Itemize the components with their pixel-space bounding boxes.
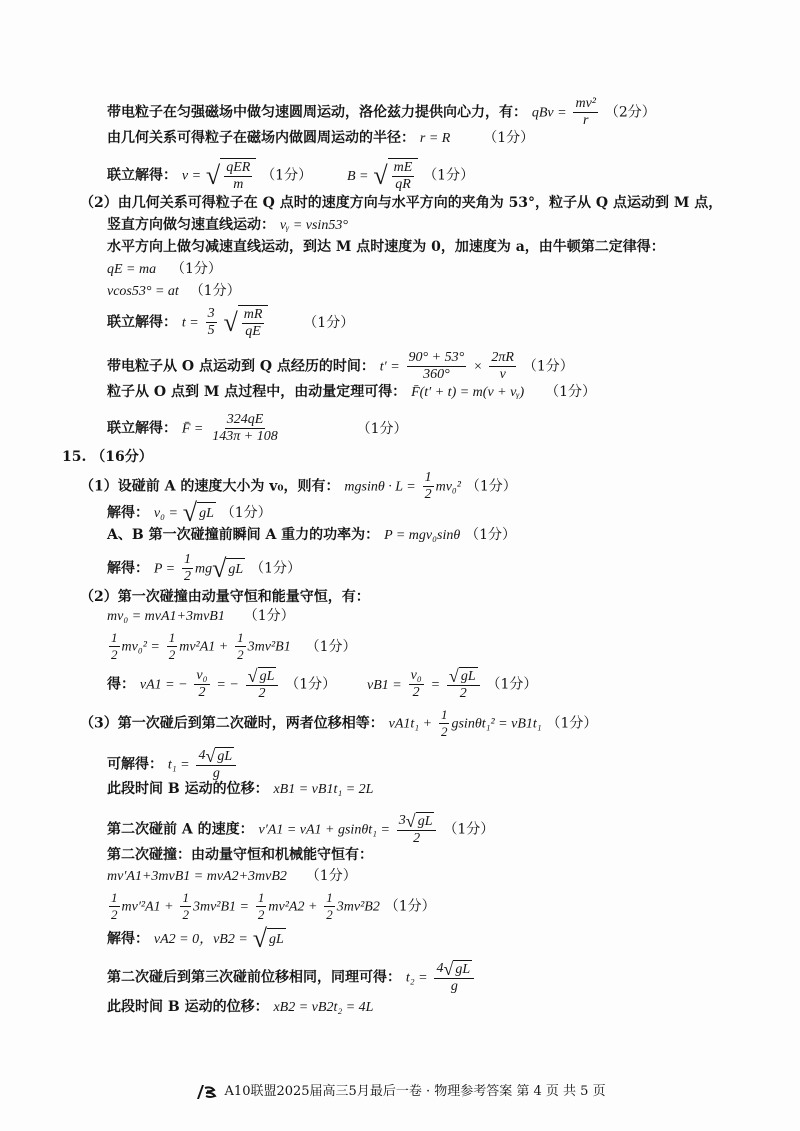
line-solve-t <box>107 305 354 340</box>
equation: vA1t₁ + <box>388 716 433 732</box>
denominator: 5 <box>207 323 215 338</box>
score: （1分） <box>545 384 597 400</box>
denominator: 2 <box>440 724 448 739</box>
text: 可解得： <box>107 756 163 773</box>
coefficient: 3 <box>398 813 406 829</box>
equation: F̄ = <box>181 421 204 437</box>
question-15-heading <box>62 447 153 467</box>
equation: xB2 = vB2t₂ = 4L <box>273 1000 374 1015</box>
numerator: mE <box>393 160 413 175</box>
text: 带电粒子在匀强磁场中做匀速圆周运动，洛伦兹力提供向心力，有： <box>107 104 527 121</box>
text: 由几何关系可得粒子在磁场内做圆周运动的半径： <box>107 130 415 146</box>
score: （1分） <box>465 478 517 495</box>
numerator: v₀ <box>410 668 422 683</box>
score: （1分） <box>189 283 241 299</box>
numerator: v₀ <box>196 668 208 683</box>
fraction <box>194 668 209 701</box>
fraction: 4 √ gL g <box>434 960 474 995</box>
coefficient: 4 <box>436 961 444 977</box>
text: A、B 第一次碰撞前瞬间 A 重力的功率为： <box>107 527 380 543</box>
text: 解得： <box>107 560 149 577</box>
radicand: gL <box>417 814 433 829</box>
denominator: 2 <box>111 647 118 662</box>
line-solve-t1 <box>107 747 238 782</box>
fraction <box>167 630 178 663</box>
part-label: （3） <box>80 715 118 732</box>
numerator: 1 <box>184 552 191 567</box>
line-velocity-a-before-2 <box>107 812 494 847</box>
equation: vA1 = − <box>139 677 188 693</box>
coefficient: 4 <box>198 748 206 764</box>
score: （1分） <box>486 676 538 693</box>
radicand: gL <box>455 962 471 977</box>
radicand: gL <box>259 669 275 684</box>
line-solve-va2-vb2 <box>107 926 286 952</box>
equation: mv²A2 + <box>268 899 318 915</box>
denominator: 2 <box>412 685 420 700</box>
page-footer <box>0 1080 800 1101</box>
text: 竖直方向做匀速直线运动： <box>107 217 275 233</box>
numerator: 324qE <box>226 412 264 427</box>
text: 解得： <box>107 931 149 947</box>
numerator: mv² <box>575 96 596 111</box>
line-solve-t2 <box>107 960 476 995</box>
text: 此段时间 B 运动的位移： <box>107 781 269 797</box>
numerator: 3 <box>207 306 215 321</box>
equation: mgsinθ · L = <box>344 479 416 495</box>
denominator: 2 <box>424 487 432 502</box>
fraction <box>409 668 424 701</box>
part-label: （2） <box>80 195 118 211</box>
denominator: r <box>583 113 589 128</box>
equation: r = R <box>419 131 451 146</box>
equation: mv′A1+3mvB1 = mvA2+3mvB2 <box>107 869 287 884</box>
score: （1分） <box>303 314 355 331</box>
line-displacement-b1 <box>107 779 373 800</box>
numerator: qER <box>226 160 251 175</box>
equation: gsinθt₁² = vB1t₁ <box>451 716 542 732</box>
line-energy-1 <box>107 630 357 663</box>
numerator: 1 <box>440 707 448 722</box>
fraction: √ gL 2 <box>246 667 279 702</box>
score: （1分） <box>243 608 295 624</box>
denominator: 360° <box>423 367 450 382</box>
text: 设碰前 A 的速度大小为 v₀，则有： <box>117 478 340 495</box>
equation: vB1 = <box>367 677 402 693</box>
line-horizontal-motion <box>107 237 665 257</box>
text: 联立解得： <box>107 167 177 184</box>
score: （1分） <box>305 638 357 655</box>
fraction <box>324 890 335 923</box>
text: 联立解得： <box>107 314 177 331</box>
equation: xB1 = vB1t₁ = 2L <box>273 782 374 797</box>
text: 第一次碰后到第二次碰时，两者位移相等： <box>117 715 384 732</box>
numerator: 90° + 53° <box>408 350 465 365</box>
sqrt: √ $\frac{mE}{qR}$ <box>373 158 418 193</box>
denominator: 2 <box>258 686 266 701</box>
numerator: 2πR <box>491 350 514 365</box>
denominator: v <box>499 367 506 382</box>
equation: qE = ma <box>107 262 157 277</box>
score: （1分） <box>261 167 313 184</box>
denominator: g <box>450 979 458 994</box>
radicand: gL <box>197 502 216 524</box>
equation: 3mv²B1 = <box>192 899 249 915</box>
denominator: 2 <box>168 647 176 662</box>
fraction <box>256 890 267 923</box>
equation: mv²A1 + <box>179 639 229 655</box>
line-displacement-b2 <box>107 997 373 1018</box>
equation: mv₀ = mvA1+3mvB1 <box>107 609 225 624</box>
fraction <box>423 470 434 503</box>
denominator: g <box>212 766 220 781</box>
score: （1分） <box>170 261 222 277</box>
fraction: 3 √ gL 2 <box>397 812 437 847</box>
text: 第二次碰后到第三次碰前位移相同，同理可得： <box>107 969 401 986</box>
fraction <box>407 350 467 383</box>
equation: vcos53° = at <box>107 284 179 299</box>
fraction <box>210 412 279 445</box>
line-radius <box>107 128 534 149</box>
line-newton <box>107 259 222 280</box>
equation: B = <box>346 168 369 184</box>
fraction <box>573 96 598 129</box>
radicand: gL <box>217 749 233 764</box>
line-solve-v-b <box>107 158 474 193</box>
score: （1分） <box>522 358 574 375</box>
sqrt: √ gL <box>182 498 214 527</box>
text: 由几何关系可得粒子在 Q 点时的速度方向与水平方向的夹角为 53°，粒子从 Q 点运动到 M 点， <box>117 195 723 211</box>
line-lorentz-force <box>107 96 656 129</box>
numerator: 1 <box>237 630 244 645</box>
line-part1-energy <box>80 470 517 503</box>
sqrt: √ gL <box>212 553 244 583</box>
equation: t′ = <box>379 359 400 375</box>
brand-logo-icon <box>194 1083 218 1101</box>
denominator: 2 <box>459 686 467 701</box>
denominator: 2 <box>184 569 191 584</box>
equation: qBv = <box>531 105 567 121</box>
radicand: gL <box>460 669 476 684</box>
text: 粒子从 O 点到 M 点过程中，由动量定理可得： <box>107 384 407 400</box>
line-energy-2 <box>107 890 436 923</box>
numerator: 1 <box>111 630 118 645</box>
equation: 3mv²B1 <box>247 639 291 655</box>
denominator: 2 <box>413 831 421 846</box>
line-solve-f <box>107 412 408 445</box>
denominator: qR <box>395 177 411 192</box>
equation: mv₀² = <box>121 639 160 655</box>
equation: t₂ = <box>405 970 428 986</box>
sqrt: √ $\frac{mR}{qE}$ <box>223 305 268 340</box>
part-label: （1） <box>80 478 118 495</box>
fraction <box>206 306 217 339</box>
equation: mv′²A1 + <box>121 899 174 915</box>
text: 第二次碰前 A 的速度： <box>107 821 254 838</box>
equation: P = mgv₀sinθ <box>384 528 461 543</box>
score: （1分） <box>305 868 357 884</box>
denominator: 2 <box>257 907 265 922</box>
line-part3-displacement <box>80 707 597 740</box>
sqrt: √ qER m <box>206 158 256 193</box>
equation: mg <box>195 561 213 577</box>
part-label: （2） <box>80 589 118 605</box>
line-kinematics <box>107 281 241 302</box>
text: 15. （16分） <box>62 449 153 465</box>
equation: t₁ = <box>167 757 190 773</box>
text: 得： <box>107 676 135 693</box>
line-velocities-1 <box>107 667 537 702</box>
score: （1分） <box>384 898 436 915</box>
equation: vᵧ = vsin53° <box>279 218 348 233</box>
line-momentum-1 <box>107 606 295 627</box>
text: 解得： <box>107 505 149 521</box>
score: （1分） <box>285 676 337 693</box>
denominator: 2 <box>111 907 118 922</box>
line-solve-p <box>107 552 301 585</box>
numerator: mR <box>243 307 263 322</box>
equation: v = <box>181 168 202 184</box>
denominator: 2 <box>182 907 189 922</box>
fraction <box>180 890 191 923</box>
equation: = <box>430 677 441 693</box>
text: 联立解得： <box>107 420 177 437</box>
line-power <box>107 525 516 546</box>
equation: v₀ = <box>153 506 178 521</box>
text: 第二次碰撞：由动量守恒和机械能守恒有： <box>107 847 373 863</box>
numerator: 1 <box>257 890 265 905</box>
times-sign: × <box>473 359 483 375</box>
score: （1分） <box>220 505 272 521</box>
denominator: 2 <box>198 685 206 700</box>
equation: F̄(t′ + t) = m(v + vᵧ) <box>411 385 525 400</box>
denominator: 143π + 108 <box>212 429 278 444</box>
equation: = − <box>216 677 239 693</box>
fraction <box>109 630 120 663</box>
text: 带电粒子从 O 点运动到 Q 点经历的时间： <box>107 358 375 375</box>
equation: 3mv²B2 <box>336 899 380 915</box>
numerator: 1 <box>424 470 432 485</box>
denominator: 2 <box>326 907 333 922</box>
denominator: m <box>233 177 244 192</box>
fraction <box>235 630 246 663</box>
equation: t = <box>181 315 199 331</box>
line-part2-conservation <box>80 587 370 607</box>
radicand: gL <box>226 558 245 580</box>
score: （1分） <box>250 560 301 577</box>
equation: v′A1 = vA1 + gsinθt₁ = <box>258 822 390 838</box>
line-second-collision <box>107 845 373 865</box>
text: 水平方向上做匀减速直线运动，到达 M 点时速度为 0，加速度为 a，由牛顿第二定律得： <box>107 239 665 255</box>
numerator: 1 <box>326 890 333 905</box>
radicand: gL <box>267 928 286 950</box>
score: （2分） <box>604 104 656 121</box>
fraction: 4 √ gL g <box>196 747 236 782</box>
equation: P = <box>153 561 176 577</box>
text: 此段时间 B 运动的位移： <box>107 999 269 1015</box>
text: 第一次碰撞由动量守恒和能量守恒，有： <box>117 589 370 605</box>
line-solve-v0 <box>107 500 272 526</box>
fraction: √ gL 2 <box>447 667 480 702</box>
score: （1分） <box>546 715 598 732</box>
line-momentum-theorem <box>107 382 596 403</box>
denominator: qE <box>245 324 261 339</box>
line-part2-intro <box>80 193 722 213</box>
score: （1分） <box>423 167 475 184</box>
equation: mv₀² <box>435 479 461 495</box>
score: （1分） <box>465 527 517 543</box>
denominator: 2 <box>237 647 244 662</box>
fraction <box>182 552 193 585</box>
line-time-oq <box>107 350 574 383</box>
fraction <box>489 350 516 383</box>
numerator: 1 <box>168 630 176 645</box>
sqrt: √ gL <box>252 924 284 953</box>
fraction <box>109 890 120 923</box>
score: （1分） <box>356 420 408 437</box>
footer-text: A10联盟2025届高三5月最后一卷 · 物理参考答案 第 4 页 共 5 页 <box>224 1084 606 1099</box>
line-vertical-motion <box>107 215 348 236</box>
numerator: 1 <box>182 890 189 905</box>
equation: vA2 = 0，vB2 = <box>153 932 248 947</box>
score: （1分） <box>443 821 495 838</box>
numerator: 1 <box>111 890 118 905</box>
score: （1分） <box>483 130 535 146</box>
line-momentum-2 <box>107 866 357 887</box>
fraction <box>439 707 450 740</box>
